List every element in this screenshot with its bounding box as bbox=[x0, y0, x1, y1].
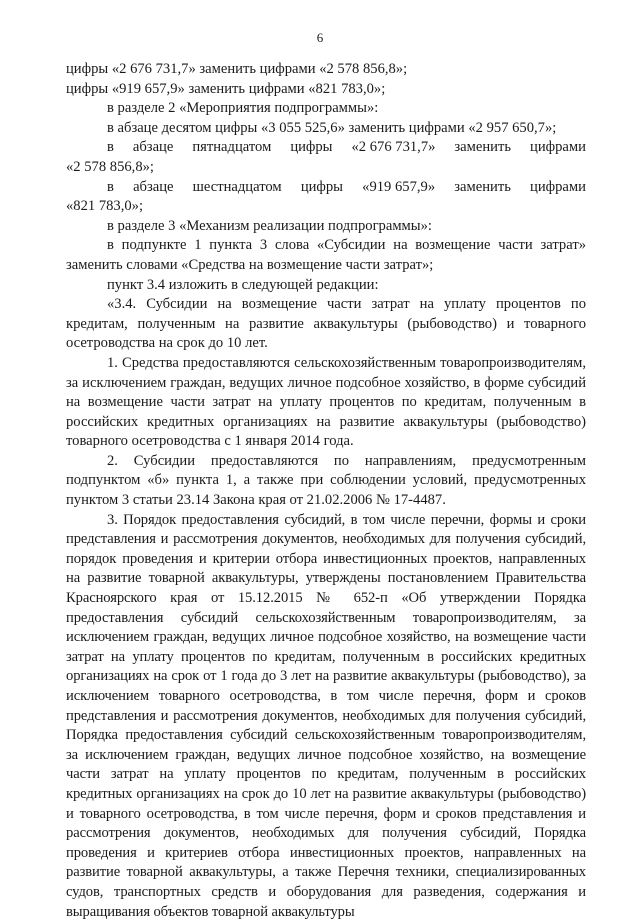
text-line-5 bbox=[66, 138, 586, 158]
text-line-4: в абзаце десятом цифры «3 055 525,6» заменить цифрами «2 957 650,7»; bbox=[107, 119, 557, 136]
word: цифрами bbox=[530, 178, 586, 195]
document-body bbox=[66, 60, 586, 922]
text-line-8: «821 783,0»; bbox=[66, 198, 144, 215]
text-line-7 bbox=[66, 178, 586, 198]
paragraph-3-4-heading: «3.4. Субсидии на возмещение части затрат на уплату процентов по кредитам, полученным на развитие аквакультуры (рыбоводство) и товарного осетроводства на срок до 10 лет. bbox=[66, 296, 586, 352]
paragraph-item-1: 1. Средства предоставляются сельскохозяйственным товаропроизводителям, за исключением граждан, ведущих личное подсобное хозяйство, в форме субсидий на возмещение части затрат на уплату процентов по кредитам, полученным в российских кредитных организациях на развитие аквакультуры (рыбоводство) товарного осетроводства с 1 января 2014 года. bbox=[66, 354, 586, 450]
word: цифры bbox=[300, 178, 343, 195]
paragraph-item-3: 3. Порядок предоставления субсидий, в том числе перечни, формы и сроки представления и рассмотрения документов, необходимых для получения субсидий, порядок проведения и критерии отбора инвестиционных проектов, направленных на развитие товарной аквакультуры, утверждены постановлением Правительства Красноярского края от 15.12.2015 № 652-п «Об утверждении Порядка предоставления субсидий сельскохозяйственным товаропроизводителям, за исключением граждан, ведущих личное подсобное хозяйство, на возмещение части затрат на уплату процентов по кредитам, полученным в российских кредитных организациях на срок от 1 года до 3 лет на развитие аквакультуры (рыбоводство), за исключением товарного осетроводства, в том числе перечня, форм и сроков представления и рассмотрения документов, необходимых для получения субсидий, Порядка предоставления субсидий сельскохозяйственным товаропроизводителям, за исключением граждан, ведущих личное подсобное хозяйство, на возмещение части затрат на уплату процентов по кредитам, полученным в российских кредитных организациях на срок до 10 лет на развитие аквакультуры (рыбоводство) и товарного осетроводства, в том числе перечня, форм и сроков представления и рассмотрения документов, необходимых для получения субсидий, Порядка проведения и критериев отбора инвестиционных проектов, направленных на развитие товарной аквакультуры, а также Перечня техники, специализированных судов, транспортных средств и оборудования для разведения, содержания и выращивания объектов товарной аквакультуры bbox=[66, 511, 586, 920]
word: пятнадцатом bbox=[192, 139, 272, 156]
word: абзаце bbox=[132, 139, 174, 156]
word: «919 657,9» bbox=[362, 178, 436, 195]
word: в bbox=[107, 178, 114, 195]
word: в bbox=[107, 139, 114, 156]
word: цифрами bbox=[530, 139, 586, 156]
word: абзаце bbox=[133, 178, 174, 195]
word: заменить bbox=[454, 178, 511, 195]
text-line-6: «2 578 856,8»; bbox=[66, 158, 154, 175]
word: шестнадцатом bbox=[192, 178, 282, 195]
page-number: 6 bbox=[316, 30, 324, 45]
word: цифры bbox=[290, 139, 333, 156]
text-line-2: цифры «919 657,9» заменить цифрами «821 783,0»; bbox=[66, 80, 386, 97]
text-line-11: пункт 3.4 изложить в следующей редакции: bbox=[107, 276, 379, 293]
text-line-9: в разделе 3 «Механизм реализации подпрограммы»: bbox=[107, 217, 432, 234]
paragraph-item-2: 2. Субсидии предоставляются по направлениям, предусмотренным подпунктом «б» пункта 1, а также при соблюдении условий, предусмотренных пунктом 3 статьи 23.14 Закона края от 21.02.2006 № 17-4487. bbox=[66, 452, 586, 509]
paragraph-subitem-1: в подпункте 1 пункта 3 слова «Субсидии на возмещение части затрат» заменить словами «Средства на возмещение части затрат»; bbox=[66, 237, 586, 273]
text-line-3: в разделе 2 «Мероприятия подпрограммы»: bbox=[107, 100, 379, 117]
text-line-1: цифры «2 676 731,7» заменить цифрами «2 578 856,8»; bbox=[66, 61, 408, 77]
word: заменить bbox=[454, 139, 512, 156]
word: «2 676 731,7» bbox=[351, 139, 436, 156]
